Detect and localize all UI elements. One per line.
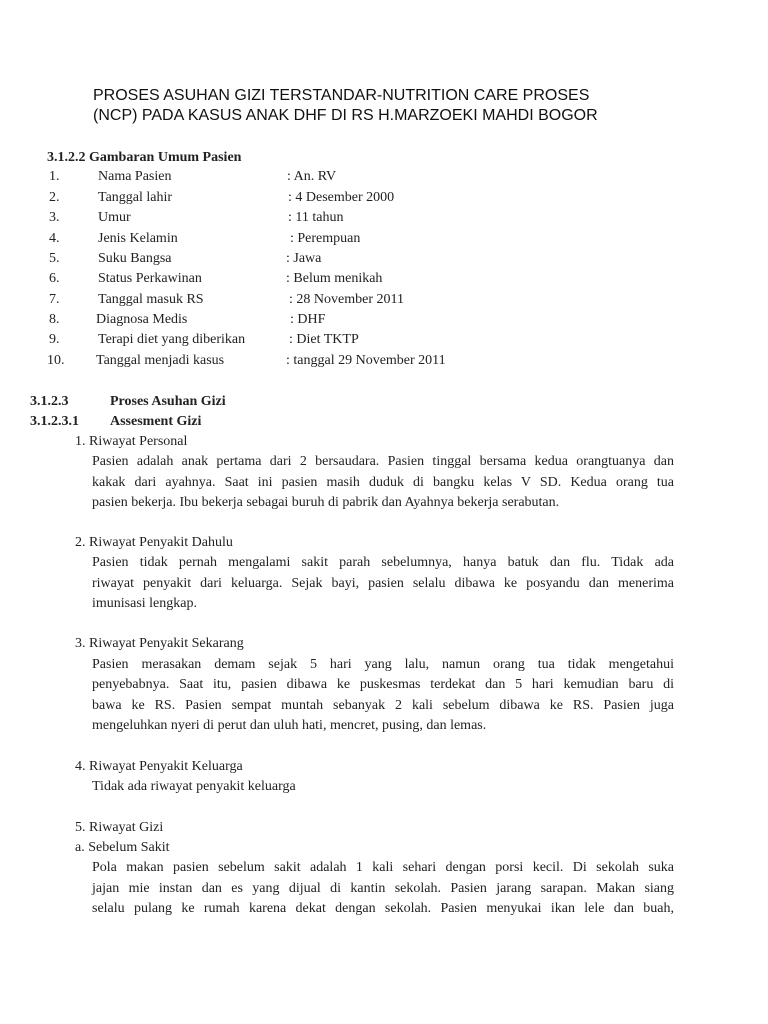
item-heading-riwayat-penyakit-dahulu: 2. Riwayat Penyakit Dahulu bbox=[75, 535, 233, 550]
patient-row bbox=[0, 249, 768, 269]
section-heading-proses: Proses Asuhan Gizi bbox=[110, 394, 226, 409]
paragraph-line: selalu pulang ke rumah karena dekat dengan sekolah. Pasien menyukai ikan lele dan buah, bbox=[92, 901, 674, 916]
row-value: : 11 tahun bbox=[288, 210, 344, 225]
paragraph-line: pasien bekerja. Ibu bekerja sebagai buruh di pabrik dan Ayahnya bekerja serabutan. bbox=[92, 495, 560, 510]
row-value: : 4 Desember 2000 bbox=[288, 190, 395, 205]
row-label: Jenis Kelamin bbox=[98, 231, 178, 246]
paragraph-line: jajan mie instan dan es yang dijual di kantin sekolah. Pasien jarang sarapan. Makan siang bbox=[92, 881, 674, 896]
paragraph-line: Pola makan pasien sebelum sakit adalah 1 kali sehari dengan porsi kecil. Di sekolah suka bbox=[92, 860, 674, 875]
row-label: Nama Pasien bbox=[98, 169, 172, 184]
row-label: Tanggal masuk RS bbox=[98, 292, 204, 307]
patient-row bbox=[0, 167, 768, 187]
row-value: : tanggal 29 November 2011 bbox=[286, 353, 446, 368]
patient-row bbox=[0, 310, 768, 330]
patient-row bbox=[0, 351, 768, 371]
patient-row bbox=[0, 188, 768, 208]
row-number: 8. bbox=[49, 312, 60, 327]
item-heading-riwayat-penyakit-keluarga: 4. Riwayat Penyakit Keluarga bbox=[75, 759, 243, 774]
row-number: 3. bbox=[49, 210, 60, 225]
item-heading-riwayat-gizi: 5. Riwayat Gizi bbox=[75, 820, 164, 835]
row-value: : Diet TKTP bbox=[289, 332, 359, 347]
paragraph-line: Tidak ada riwayat penyakit keluarga bbox=[92, 779, 296, 794]
item-heading-riwayat-personal: 1. Riwayat Personal bbox=[75, 434, 188, 449]
paragraph-line: imunisasi lengkap. bbox=[92, 596, 197, 611]
patient-row bbox=[0, 290, 768, 310]
subheading-sebelum-sakit: a. Sebelum Sakit bbox=[75, 840, 170, 855]
row-number: 6. bbox=[49, 271, 60, 286]
patient-row bbox=[0, 269, 768, 289]
row-label: Umur bbox=[98, 210, 131, 225]
patient-row bbox=[0, 229, 768, 249]
patient-row bbox=[0, 330, 768, 350]
row-label: Diagnosa Medis bbox=[96, 312, 188, 327]
row-number: 7. bbox=[49, 292, 60, 307]
section-heading-assesment: Assesment Gizi bbox=[110, 414, 202, 429]
document-title-line-1: PROSES ASUHAN GIZI TERSTANDAR-NUTRITION CARE PROSES bbox=[93, 87, 590, 104]
row-label: Tanggal lahir bbox=[98, 190, 173, 205]
paragraph-line: mengeluhkan nyeri di perut dan uluh hati, mencret, pusing, dan lemas. bbox=[92, 718, 487, 733]
row-value: : Belum menikah bbox=[286, 271, 383, 286]
row-value: : Jawa bbox=[286, 251, 322, 266]
row-label: Status Perkawinan bbox=[98, 271, 202, 286]
paragraph-line: Pasien adalah anak pertama dari 2 bersaudara. Pasien tinggal bersama kedua orangtuanya dan bbox=[92, 454, 674, 469]
row-value: : An. RV bbox=[287, 169, 337, 184]
row-number: 9. bbox=[49, 332, 60, 347]
paragraph-line: bawa ke RS. Pasien sempat muntah sebanyak 2 kali sebelum dibawa ke RS. Pasien juga bbox=[92, 698, 674, 713]
item-heading-riwayat-penyakit-sekarang: 3. Riwayat Penyakit Sekarang bbox=[75, 636, 244, 651]
paragraph-line: kakak dari ayahnya. Saat ini pasien masih duduk di bangku kelas V SD. Kedua orang tua bbox=[92, 475, 674, 490]
row-number: 10. bbox=[47, 353, 65, 368]
paragraph-line: Pasien tidak pernah mengalami sakit parah sebelumnya, hanya batuk dan flu. Tidak ada bbox=[92, 555, 674, 570]
row-number: 5. bbox=[49, 251, 60, 266]
patient-row bbox=[0, 208, 768, 228]
row-number: 4. bbox=[49, 231, 60, 246]
section-number-proses: 3.1.2.3 bbox=[30, 394, 69, 409]
row-value: : DHF bbox=[290, 312, 326, 327]
row-number: 2. bbox=[49, 190, 60, 205]
document-title-line-2: (NCP) PADA KASUS ANAK DHF DI RS H.MARZOEKI MAHDI BOGOR bbox=[93, 107, 598, 124]
row-label: Terapi diet yang diberikan bbox=[98, 332, 246, 347]
row-value: : 28 November 2011 bbox=[289, 292, 404, 307]
paragraph-line: riwayat penyakit dari keluarga. Sejak bayi, pasien selalu dibawa ke posyandu dan menerima bbox=[92, 576, 674, 591]
section-number-assesment: 3.1.2.3.1 bbox=[30, 414, 79, 429]
section-heading-gambaran: 3.1.2.2 Gambaran Umum Pasien bbox=[47, 150, 242, 165]
row-number: 1. bbox=[49, 169, 60, 184]
row-value: : Perempuan bbox=[290, 231, 361, 246]
row-label: Tanggal menjadi kasus bbox=[96, 353, 225, 368]
row-label: Suku Bangsa bbox=[98, 251, 172, 266]
paragraph-line: penyebabnya. Saat itu, pasien dibawa ke puskesmas terdekat dan 5 hari kemudian baru di bbox=[92, 677, 674, 692]
paragraph-line: Pasien merasakan demam sejak 5 hari yang lalu, namun orang tua tidak mengetahui bbox=[92, 657, 674, 672]
